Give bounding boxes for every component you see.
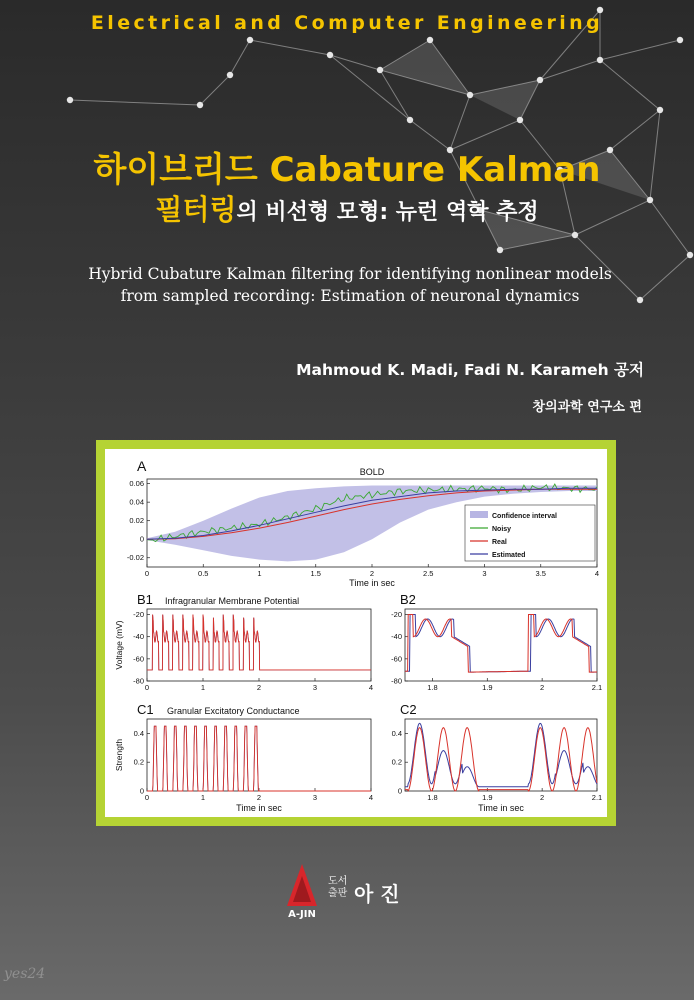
y-tick-label: 0 <box>397 786 402 796</box>
network-link <box>250 40 330 55</box>
c1-real <box>147 726 371 791</box>
network-node <box>537 77 543 83</box>
legend-entry: Real <box>492 539 507 546</box>
network-node <box>637 297 643 303</box>
x-tick-label: 2 <box>256 683 262 692</box>
panel-c1-xlabel: Time in sec <box>236 803 282 813</box>
y-tick-label: 0.4 <box>133 728 144 738</box>
x-tick-label: 2 <box>540 683 545 692</box>
panel-a-title: BOLD <box>359 467 385 477</box>
c1-estimated <box>147 726 371 791</box>
y-tick-label: 0 <box>139 534 144 544</box>
x-tick-label: 3 <box>312 793 318 802</box>
series-title: Electrical and Computer Engineering <box>90 12 604 34</box>
network-node <box>377 67 383 73</box>
figure-panels <box>105 449 607 817</box>
x-tick-label: 0 <box>144 683 150 692</box>
english-subtitle: Hybrid Cubature Kalman filtering for identifying nonlinear models from sampled recording: Estimation of neuronal dynamics <box>88 265 612 305</box>
panel-label-c2: C2 <box>400 702 417 717</box>
panel-b1-title: Infragranular Membrane Potential <box>165 596 300 606</box>
network-node <box>407 117 413 123</box>
publisher-small-line2: 출판 <box>328 888 348 899</box>
network-node <box>427 37 433 43</box>
panel-c1-title: Granular Excitatory Conductance <box>167 706 300 716</box>
panel-label-a: A <box>137 458 147 474</box>
y-tick-label: 0.2 <box>391 757 402 767</box>
network-node <box>517 117 523 123</box>
network-node <box>327 52 333 58</box>
authors: Mahmoud K. Madi, Fadi N. Karameh 공저 <box>296 361 644 379</box>
x-tick-label: 1.9 <box>482 683 493 692</box>
x-tick-label: 0.5 <box>198 569 209 578</box>
network-node <box>497 247 503 253</box>
x-tick-label: 1 <box>257 569 262 578</box>
b2-estimated <box>405 615 597 673</box>
x-tick-label: 4 <box>368 683 374 692</box>
axes-frame <box>147 719 371 791</box>
network-node <box>597 57 603 63</box>
x-tick-label: 1.8 <box>427 683 438 692</box>
network-link <box>330 55 380 70</box>
y-tick-label: -60 <box>391 654 402 664</box>
y-tick-label: -40 <box>133 632 144 642</box>
network-link <box>200 75 230 105</box>
network-node <box>247 37 253 43</box>
x-tick-label: 4 <box>368 793 374 802</box>
network-facet <box>380 40 470 95</box>
network-node <box>572 232 578 238</box>
publisher-name: 아 진 <box>354 882 400 906</box>
b1-real <box>147 615 371 670</box>
panel-c1-ylabel: Strength <box>114 738 124 772</box>
panel-b1-ylabel: Voltage (mV) <box>114 620 124 670</box>
book-title-line1: 하이브리드 Cabature Kalman <box>93 150 601 190</box>
x-tick-label: 2.1 <box>591 683 603 692</box>
watermark: yes24 <box>4 966 46 982</box>
panel-a-xlabel: Time in sec <box>349 578 395 588</box>
publisher-small-label <box>328 876 354 900</box>
x-tick-label: 2 <box>369 569 375 578</box>
x-tick-label: 3 <box>312 683 318 692</box>
network-link <box>600 40 680 60</box>
network-node <box>657 107 663 113</box>
y-tick-label: -40 <box>391 632 402 642</box>
y-tick-label: 0.2 <box>133 757 144 767</box>
network-node <box>467 92 473 98</box>
editor: 창의과학 연구소 편 <box>532 400 642 415</box>
y-tick-label: -80 <box>391 676 402 686</box>
triangle-logo-icon <box>286 862 318 908</box>
y-tick-label: 0.06 <box>129 479 144 489</box>
x-tick-label: 2 <box>256 793 262 802</box>
network-node <box>67 97 73 103</box>
x-tick-label: 3 <box>482 569 487 578</box>
x-tick-label: 1.9 <box>482 793 493 802</box>
x-tick-label: 2.1 <box>591 793 603 802</box>
x-tick-label: 0 <box>144 569 150 578</box>
y-tick-label: -20 <box>133 610 144 620</box>
network-link <box>640 255 690 300</box>
book-title-line2 <box>0 188 694 228</box>
y-tick-label: 0.02 <box>129 516 144 526</box>
publisher-small-line1: 도서 <box>328 876 348 887</box>
network-node <box>687 252 693 258</box>
figure-frame <box>96 440 616 826</box>
x-tick-label: 1.5 <box>310 569 321 578</box>
network-node <box>197 102 203 108</box>
network-facet <box>470 80 540 120</box>
b2-real <box>405 615 597 673</box>
publisher-logo <box>286 862 416 922</box>
publisher-logo-text: A-JIN <box>288 909 316 920</box>
legend-entry: Confidence interval <box>492 513 557 520</box>
legend-entry: Noisy <box>492 526 512 533</box>
book-title-rest: 의 비선형 모형: 뉴런 역학 추정 <box>236 200 539 225</box>
c2-estimated <box>405 723 597 786</box>
panel-c2-xlabel: Time in sec <box>478 803 524 813</box>
x-tick-label: 3.5 <box>535 569 546 578</box>
axes-frame <box>405 609 597 681</box>
network-link <box>600 60 660 110</box>
x-tick-label: 1 <box>200 793 206 802</box>
panel-label-b2: B2 <box>400 592 416 607</box>
x-tick-label: 1 <box>200 683 206 692</box>
y-tick-label: -80 <box>133 676 144 686</box>
x-tick-label: 2 <box>540 793 545 802</box>
x-tick-label: 0 <box>144 793 150 802</box>
x-tick-label: 2.5 <box>423 569 434 578</box>
y-tick-label: -20 <box>391 610 402 620</box>
y-tick-label: 0.04 <box>129 497 144 507</box>
network-link <box>230 40 250 75</box>
legend-entry: Estimated <box>492 552 526 559</box>
panel-label-b1: B1 <box>137 592 153 607</box>
y-tick-label: -60 <box>133 654 144 664</box>
legend-swatch-ci <box>470 511 488 518</box>
panel-label-c1: C1 <box>137 702 154 717</box>
network-node <box>227 72 233 78</box>
y-tick-label: 0 <box>139 786 144 796</box>
network-link <box>70 100 200 105</box>
x-tick-label: 1.8 <box>427 793 438 802</box>
y-tick-label: -0.02 <box>126 553 144 563</box>
network-node <box>677 37 683 43</box>
y-tick-label: 0.4 <box>391 728 402 738</box>
book-title-highlight: 필터링 <box>155 193 237 226</box>
x-tick-label: 4 <box>594 569 600 578</box>
